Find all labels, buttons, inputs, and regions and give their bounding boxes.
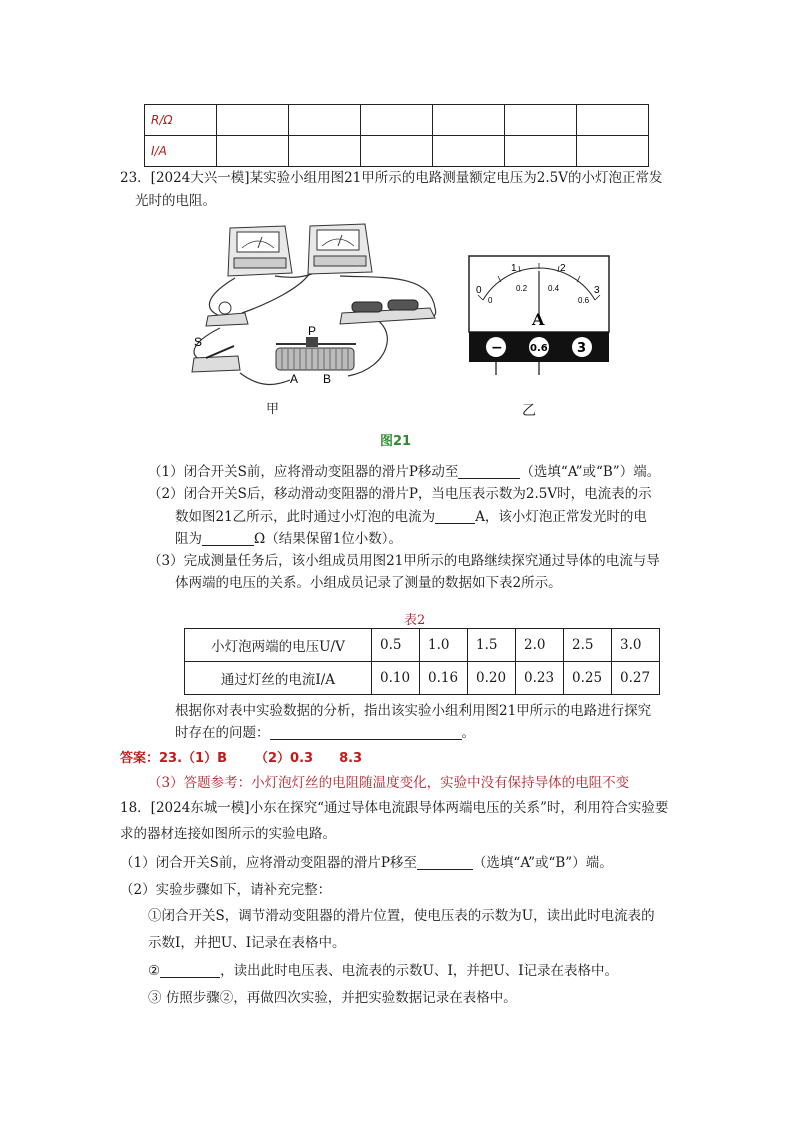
q18-step1-line1: ①闭合开关S，调节滑动变阻器的滑片位置，使电压表的示数为U，读出此时电流表的	[148, 908, 655, 924]
table-cell	[433, 136, 505, 167]
table-cell	[361, 105, 433, 136]
ammeter	[308, 224, 372, 274]
answer-blank	[270, 725, 462, 740]
end-a-label: A	[290, 372, 299, 386]
answer-blank	[417, 855, 473, 870]
q23-sub2-line2: 数如图21乙所示，此时通过小灯泡的电流为 A，该小灯泡正常发光时的电	[175, 509, 647, 525]
table-cell	[217, 136, 289, 167]
q18-sub1: （1）闭合开关S前，应将滑动变阻器的滑片P移至 （选填“A”或“B”）端。	[120, 855, 613, 871]
q18-stem-line2: 求的器材连接如图所示的实验电路。	[120, 826, 336, 842]
ammeter-dial	[468, 255, 610, 375]
table-cell: 0.20	[468, 662, 516, 695]
q18-step1-line2: 示数I，并把U、I记录在表格中。	[148, 935, 346, 951]
resistance-current-table	[144, 104, 649, 167]
answer-blank	[458, 464, 520, 479]
terminal-06: 0.6	[530, 343, 548, 354]
table-cell	[505, 105, 577, 136]
q23-analysis-line2: 时存在的问题： 。	[175, 725, 475, 741]
table-cell: 1.0	[420, 629, 468, 662]
terminal-3: 3	[577, 341, 587, 356]
circuit-figure	[180, 218, 450, 418]
table-cell	[289, 105, 361, 136]
q23-sub3-line1: （3）完成测量任务后，该小组成员用图21甲所示的电路继续探究通过导体的电流与导	[148, 553, 660, 569]
lamp	[206, 302, 248, 326]
table-cell: 0.23	[516, 662, 564, 695]
dial-bottom-0: 0	[488, 296, 493, 305]
table-cell: 2.5	[564, 629, 612, 662]
table-cell	[433, 105, 505, 136]
terminal-neg: −	[491, 340, 503, 356]
switch-label: S	[194, 335, 203, 349]
switch	[192, 335, 240, 372]
q23-sub2-line3: 阻为 Ω（结果保留1位小数）。	[175, 531, 403, 547]
q23-sub3-line2: 体两端的电压的关系。小组成员记录了测量的数据如下表2所示。	[175, 575, 562, 591]
table2-title: 表2	[404, 613, 426, 628]
table-row	[145, 105, 649, 136]
dial-top-1: 1	[511, 263, 517, 274]
voltmeter	[228, 226, 292, 276]
table-row	[185, 629, 660, 662]
dial-bottom-1: 0.2	[516, 284, 528, 293]
figure-label-yi: 乙	[522, 403, 536, 419]
answer-blank	[202, 531, 254, 546]
table-cell: 3.0	[612, 629, 660, 662]
table-cell	[577, 136, 649, 167]
row-label: 通过灯丝的电流I/A	[185, 662, 372, 695]
table-cell: 1.5	[468, 629, 516, 662]
table-cell: 0.27	[612, 662, 660, 695]
table-cell	[505, 136, 577, 167]
table-row	[145, 136, 649, 167]
table-cell	[217, 105, 289, 136]
slider-label: P	[308, 324, 317, 338]
q23-sub1: （1）闭合开关S前，应将滑动变阻器的滑片P移动至 （选填“A”或“B”）端。	[148, 464, 661, 480]
q18-sub2: （2）实验步骤如下，请补充完整：	[120, 882, 332, 898]
table-cell	[289, 136, 361, 167]
dial-top-0: 0	[476, 285, 482, 296]
answer-3: （3）答题参考：小灯泡灯丝的电阻随温度变化，实验中没有保持导体的电阻不变	[148, 775, 630, 791]
answer-line: 答案：23.（1）B （2）0.3 8.3	[120, 751, 363, 766]
figure-label-jia: 甲	[266, 402, 280, 417]
row-header: R/Ω	[145, 105, 217, 136]
q23-stem-line2: 光时的电阻。	[135, 193, 216, 209]
row-header: I/A	[145, 136, 217, 167]
table-cell: 0.10	[372, 662, 420, 695]
rheostat	[276, 324, 356, 386]
dial-bottom-3: 0.6	[578, 296, 590, 305]
data-table-2	[184, 628, 660, 695]
dial-top-2: 2	[560, 263, 566, 274]
dial-bottom-2: 0.4	[548, 284, 560, 293]
q18-step3: ③ 仿照步骤②，再做四次实验，并把实验数据记录在表格中。	[148, 990, 517, 1006]
table-cell: 0.25	[564, 662, 612, 695]
q23-sub2-line1: （2）闭合开关S后，移动滑动变阻器的滑片P，当电压表示数为2.5V时，电流表的示	[148, 486, 652, 502]
q23-analysis-line1: 根据你对表中实验数据的分析，指出该实验小组利用图21甲所示的电路进行探究	[175, 703, 652, 719]
battery-box	[340, 300, 435, 324]
answer-blank	[160, 963, 220, 978]
q23-stem-line1: 23．[2024大兴一模]某实验小组用图21甲所示的电路测量额定电压为2.5V的小灯泡正常发	[120, 170, 663, 186]
dial-unit: A	[532, 310, 545, 329]
table-cell	[577, 105, 649, 136]
q18-stem-line1: 18．[2024东城一模]小东在探究“通过导体电流跟导体两端电压的关系”时，利用符合实验要	[120, 800, 669, 816]
table-row	[185, 662, 660, 695]
table-cell: 0.5	[372, 629, 420, 662]
row-label: 小灯泡两端的电压U/V	[185, 629, 372, 662]
dial-top-3: 3	[594, 285, 600, 296]
table-cell: 0.16	[420, 662, 468, 695]
figure-caption: 图21	[380, 434, 412, 449]
end-b-label: B	[323, 372, 332, 386]
q18-step2: ② ，读出此时电压表、电流表的示数U、I，并把U、I记录在表格中。	[148, 963, 619, 979]
table-cell	[361, 136, 433, 167]
answer-blank	[435, 509, 475, 524]
table-cell: 2.0	[516, 629, 564, 662]
